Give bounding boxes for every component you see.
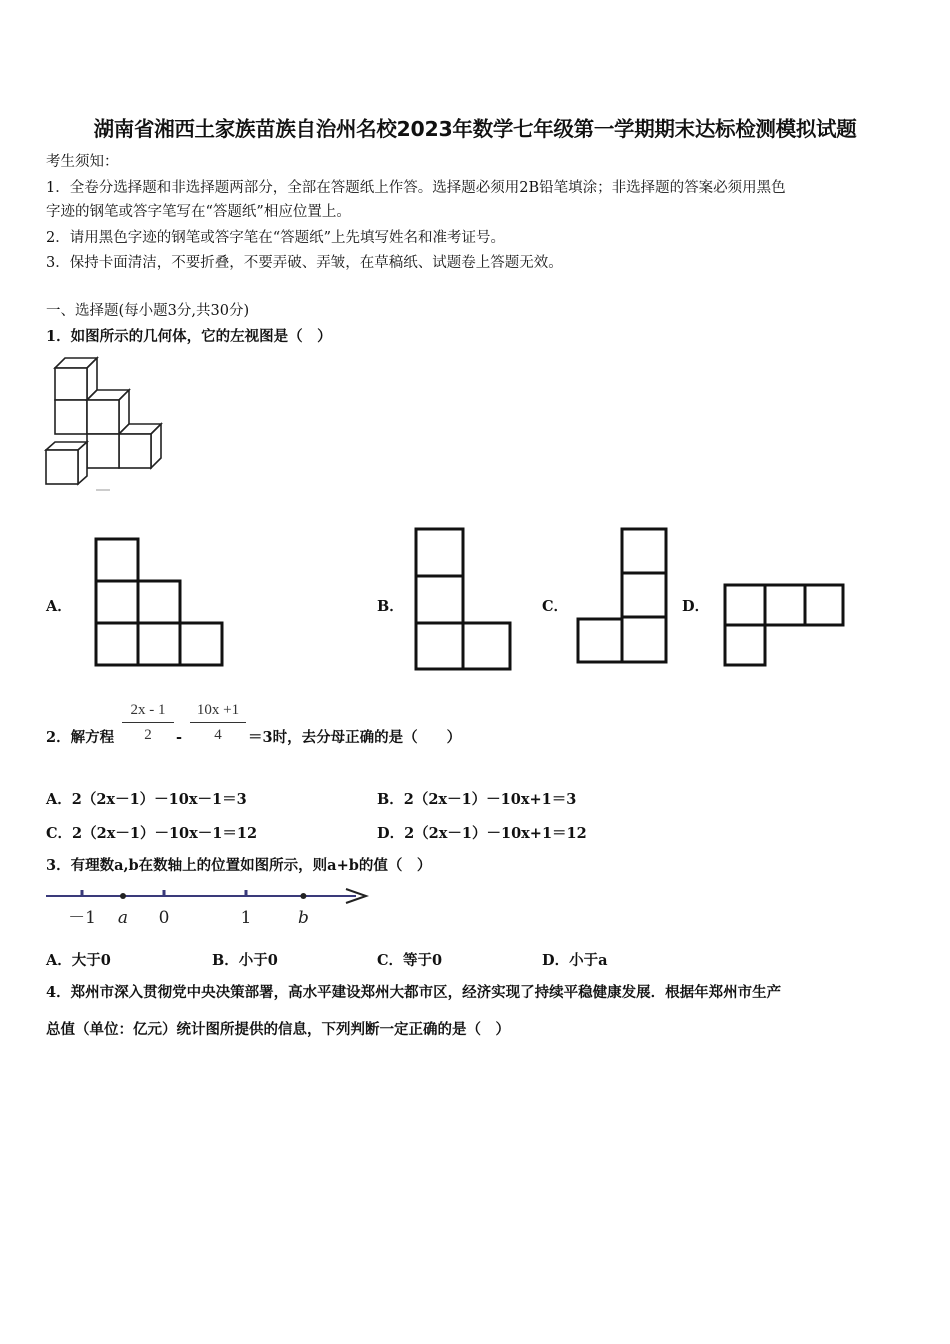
number-line-label-1: a [117,908,129,928]
q3-option-b[interactable]: B．小于0 [212,952,278,969]
q2-option-a[interactable]: A．2（2x－1）－10x－1＝3 [46,791,247,808]
section-heading: 一、选择题(每小题3分,共30分) [46,303,250,319]
number-line-tick-4 [300,893,306,899]
q2-fraction-2 [190,702,246,744]
q1-option-c-figure[interactable] [576,527,668,665]
q1-option-a-label[interactable]: A． [46,598,72,615]
number-line-tick-1 [120,893,126,899]
q1-solid-figure [40,354,170,494]
cube [87,390,129,434]
q2-option-d[interactable]: D．2（2x－1）－10x+1＝12 [377,825,587,842]
q2-fraction-1-denominator: 2 [144,727,152,743]
q3-option-d[interactable]: D．小于a [542,952,608,969]
number-line-label-0: －1 [68,908,96,928]
q4-line-1: 4．郑州市深入贯彻党中央决策部署，高水平建设郑州大都市区，经济实现了持续平稳健康发展．根据年郑州市生产 [46,984,782,1001]
notice-heading: 考生须知： [46,154,119,170]
q2-fraction-1 [122,702,174,744]
q2-minus: - [176,729,183,746]
notice-item-3: 3．保持卡面清洁，不要折叠，不要弄破、弄皱，在草稿纸、试题卷上答题无效。 [46,255,563,271]
q3-option-c[interactable]: C．等于0 [377,952,443,969]
q4-line-2: 总值（单位：亿元）统计图所提供的信息，下列判断一定正确的是（ ） [46,1021,510,1038]
cube [119,424,161,468]
notice-item-1: 1．全卷分选择题和非选择题两部分，全部在答题纸上作答。选择题必须用2B铅笔填涂；非选择题的答案必须用黑色 [46,180,786,196]
fraction-bar [122,722,174,723]
q1-stem: 1．如图所示的几何体，它的左视图是（ ） [46,328,332,345]
q1-option-d-label[interactable]: D． [682,598,710,615]
notice-item-2: 2．请用黑色字迹的钢笔或答字笔在“答题纸”上先填写姓名和准考证号。 [46,230,506,246]
q2-suffix: ＝3时，去分母正确的是（ ） [248,729,462,746]
q1-option-b-label[interactable]: B． [377,598,404,615]
q2-fraction-2-denominator: 4 [214,727,222,743]
number-line-label-2: 0 [158,908,170,928]
q3-number-line [40,880,375,930]
cube [55,358,97,400]
q2-fraction-1-numerator: 2x - 1 [130,702,166,718]
q3-option-a[interactable]: A．大于0 [46,952,111,969]
q1-option-d-figure[interactable] [723,583,847,667]
page-title: 湖南省湘西土家族苗族自治州名校2023年数学七年级第一学期期末达标检测模拟试题 [93,117,857,141]
cube [46,442,87,484]
q1-option-c-label[interactable]: C． [542,598,569,615]
cube [55,400,87,434]
number-line-label-4: b [297,908,309,928]
notice-item-1-cont: 字迹的钢笔或答字笔写在“答题纸”相应位置上。 [46,204,351,220]
cube [87,434,119,468]
q2-fraction-2-numerator: 10x +1 [196,702,240,718]
q1-option-a-figure[interactable] [94,537,224,667]
number-line-label-3: 1 [240,908,252,928]
q2-option-b[interactable]: B．2（2x－1）－10x+1＝3 [377,791,577,808]
q3-stem: 3．有理数a,b在数轴上的位置如图所示，则a+b的值（ ） [46,857,432,874]
fraction-bar [190,722,246,723]
q1-option-b-figure[interactable] [414,527,514,671]
q2-option-c[interactable]: C．2（2x－1）－10x－1＝12 [46,825,258,842]
q2-prefix: 2．解方程 [46,729,115,746]
